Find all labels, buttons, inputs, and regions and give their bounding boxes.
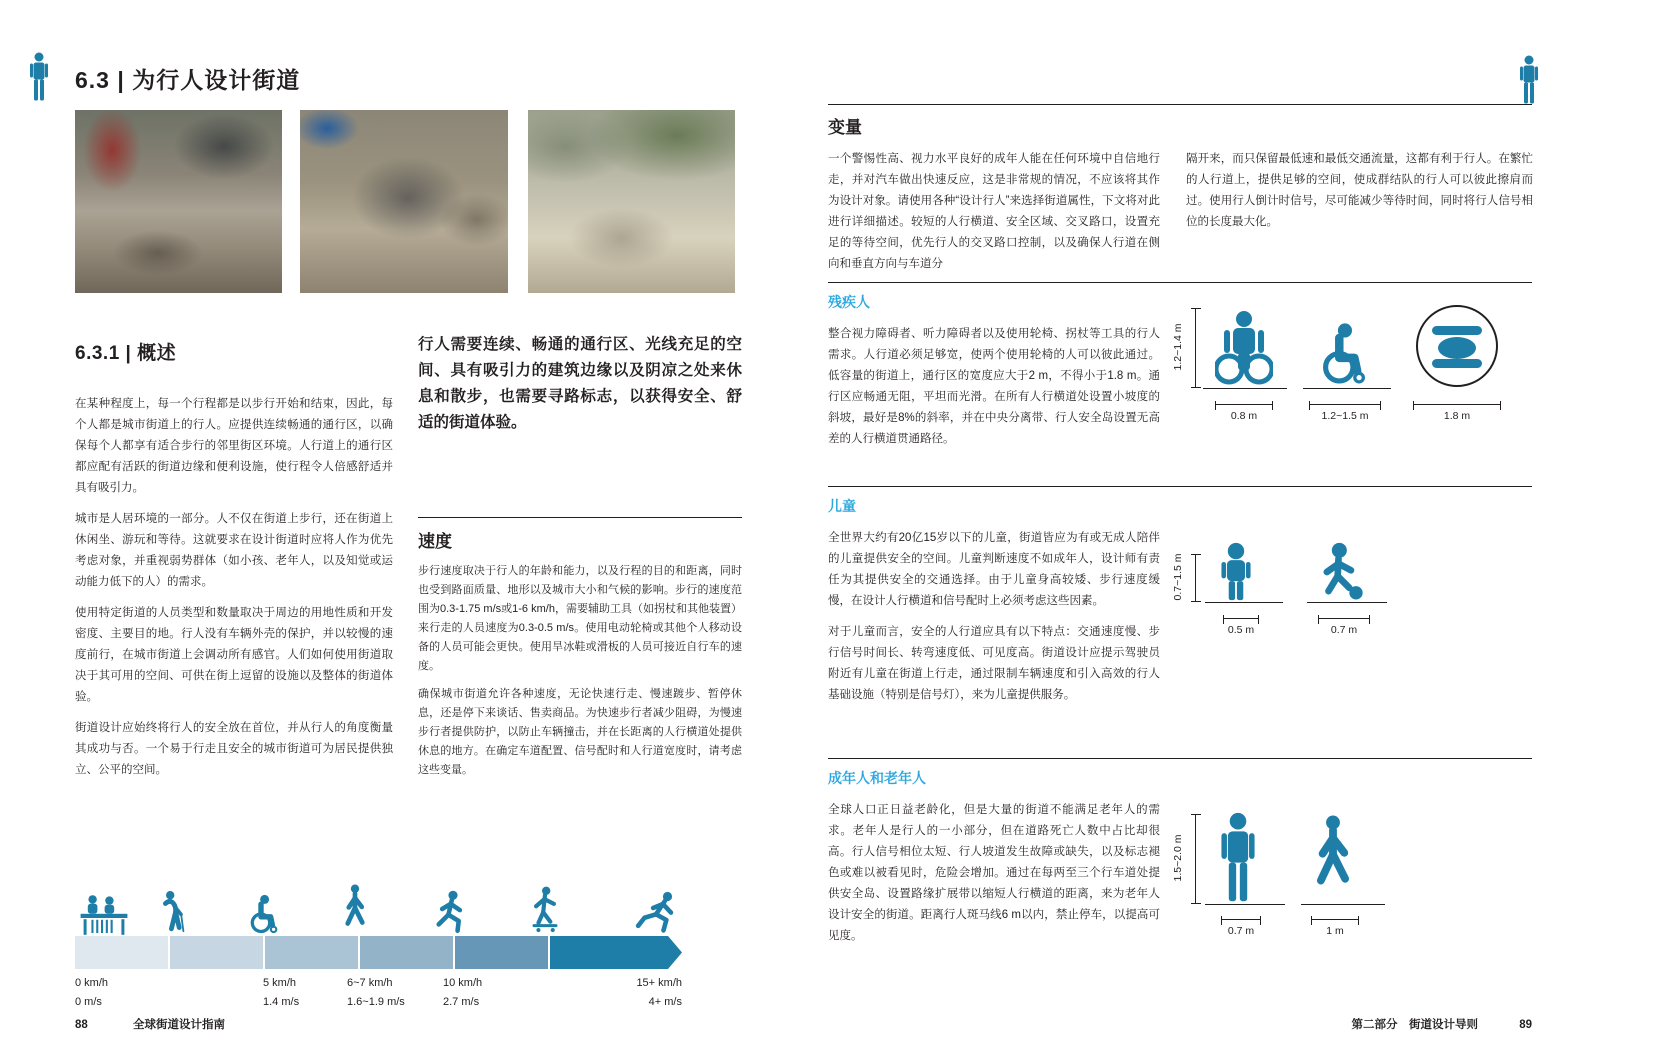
overview-paragraph: 在某种程度上，每一个行程都是以步行开始和结束，因此，每个人都是城市街道上的行人。应提供连续畅通的通行区，以确保每个人都享有适合步行的邻里街区环境。人行道上的通行区都应配有活跃的街道边缘和便利设施，使行程令人倍感舒适并具有吸引力。 bbox=[75, 398, 393, 494]
book-title: 全球街道设计指南 bbox=[133, 1019, 225, 1031]
disabled-figures bbox=[1172, 300, 1535, 430]
sitting-group-icon bbox=[77, 894, 131, 936]
children-paragraph: 全世界大约有20亿15岁以下的儿童，街道皆应为有或无成人陪伴的儿童提供安全的空间。儿童判断速度不如成年人，设计师有责任为其提供安全的交通选择。由于儿童身高较矮、步行速度缓慢，在设计人行横道和信号配时上必须考虑这些因素。 bbox=[828, 532, 1160, 607]
children-title: 儿童 bbox=[828, 498, 856, 514]
speed-label: 10 km/h 2.7 m/s bbox=[443, 977, 483, 1008]
variables-col2: 隔开来，而只保留最低速和最低交通流量，这都有利于行人。在繁忙的人行道上，提供足够的空间，使成群结队的行人可以彼此擦肩而过。使用行人倒计时信号，尽可能减少等待时间，同时将行人信号相位的长度最大化。 bbox=[1186, 153, 1533, 228]
adult-walking-icon bbox=[1307, 812, 1359, 904]
variables-title: 变量 bbox=[828, 118, 862, 137]
speed-label: 15+ km/h 4+ m/s bbox=[636, 977, 682, 1008]
overview-paragraph: 城市是人居环境的一部分。人不仅在街道上步行，还在街道上休闲坐、游玩和等待。这就要求在设计街道时应将人作为优先考虑对象，并重视弱势群体（如小孩、老年人，以及知觉或运动能力低下的人）的需求。 bbox=[75, 513, 393, 588]
photo-strollers-sidewalk bbox=[300, 110, 508, 293]
overview-title: 6.3.1 | 概述 bbox=[75, 343, 177, 364]
adults-rule bbox=[828, 758, 1532, 759]
intro-highlight: 行人需要连续、畅通的通行区、光线充足的空间、具有吸引力的建筑边缘以及阴凉之处来休息和散步，也需要寻路标志，以获得安全、舒适的街道体验。 bbox=[418, 336, 742, 431]
width-dimension: 1 m bbox=[1311, 919, 1359, 920]
speed-paragraph: 步行速度取决于行人的年龄和能力，以及行程的目的和距离，同时也受到路面质量、地形以及城市大小和气候的影响。步行的速度范围为0.3-1.75 m/s或1-6 km/h，需要辅助工具（如拐杖和其他装置）来行走的人员速度为0.3-0.5 m/s。使用电动轮椅或其他个人移动设备的人员可能会更快。使用旱冰鞋或滑板的人员可接近自行车的速度。 bbox=[418, 565, 742, 672]
width-dimension: 1.8 m bbox=[1413, 404, 1501, 405]
adults-figures bbox=[1172, 798, 1535, 938]
section-label: 第二部分 街道设计导则 bbox=[1351, 1019, 1478, 1031]
ground-line bbox=[1205, 904, 1285, 905]
speed-bar-segment bbox=[265, 936, 358, 969]
page-number: 89 bbox=[1519, 1019, 1532, 1031]
height-dimension bbox=[1195, 554, 1196, 602]
speed-icons-row bbox=[75, 868, 695, 936]
speed-bar-segment bbox=[75, 936, 168, 969]
height-dimension-label: 0.7~1.5 m bbox=[1172, 553, 1184, 601]
photo-street-cafe-children bbox=[75, 110, 282, 293]
child-standing-icon bbox=[1217, 542, 1255, 602]
overview-paragraph: 街道设计应始终将行人的安全放在首位，并从行人的角度衡量其成功与否。一个易于行走且安全的城市街道可为居民提供独立、公平的空间。 bbox=[75, 722, 393, 776]
children-paragraph: 对于儿童而言，安全的人行道应具有以下特点：交通速度慢、步行信号时间长、转弯速度低、可见度高。街道设计应提示驾驶员附近有儿童在街道上行走，通过限制车辆速度和引入高效的行人基础设施（特别是信号灯），来为儿童提供服务。 bbox=[828, 626, 1160, 701]
wheelchair-side-icon bbox=[1311, 322, 1377, 388]
width-dimension: 0.8 m bbox=[1215, 404, 1273, 405]
page-number: 88 bbox=[75, 1019, 88, 1031]
ground-line bbox=[1203, 388, 1287, 389]
children-rule bbox=[828, 486, 1532, 487]
width-dimension: 1.2~1.5 m bbox=[1309, 404, 1381, 405]
overview-paragraph: 使用特定街道的人员类型和数量取决于周边的用地性质和开发密度、主要目的地。行人没有车辆外壳的保护，并以较慢的速度前行，在城市街道上会调动所有感官。人们如何使用街道取决于其可用的空间、可供在街上逗留的设施以及整体的街道体验。 bbox=[75, 607, 393, 703]
child-with-ball-icon bbox=[1315, 542, 1367, 602]
height-dimension bbox=[1195, 814, 1196, 904]
disabled-title: 残疾人 bbox=[828, 294, 870, 310]
speed-bar-segment bbox=[170, 936, 263, 969]
pedestrian-chapter-icon bbox=[1518, 55, 1540, 105]
width-dimension: 0.7 m bbox=[1221, 919, 1261, 920]
height-dimension bbox=[1195, 308, 1196, 388]
footer-left bbox=[75, 1016, 225, 1032]
height-dimension-label: 1.2~1.4 m bbox=[1172, 323, 1184, 371]
speed-text bbox=[418, 562, 742, 789]
photo-wheelchair-sidewalk bbox=[528, 110, 735, 293]
speed-label: 0 km/h 0 m/s bbox=[75, 977, 109, 1008]
wheelchair-user-icon bbox=[243, 894, 285, 936]
width-dimension: 0.5 m bbox=[1223, 618, 1259, 619]
wheelchair-front-icon bbox=[1215, 310, 1273, 388]
speed-bar-segment-arrow bbox=[550, 936, 682, 969]
ground-line bbox=[1301, 904, 1385, 905]
width-dimension: 0.7 m bbox=[1318, 618, 1370, 619]
ground-line bbox=[1205, 602, 1283, 603]
chapter-title: 6.3 | 为行人设计街道 bbox=[75, 67, 301, 93]
running-person-icon bbox=[429, 890, 469, 936]
overview-text bbox=[75, 394, 393, 791]
speed-label: 5 km/h 1.4 m/s bbox=[263, 977, 300, 1008]
children-figures bbox=[1172, 540, 1535, 640]
variables-col1: 一个警惕性高、视力水平良好的成年人能在任何环境中自信地行走，并对汽车做出快速反应，这是非常规的情况，不应该将其作为设计对象。请使用各种“设计行人”来选择街道属性，下文将对此进行详细描述。较短的人行横道、安全区域、交叉路口，设置充足的等待空间，优先行人的交叉路口控制，以及确保人行道在侧向和垂直方向与车道分 bbox=[828, 153, 1160, 270]
adults-title: 成年人和老年人 bbox=[828, 770, 926, 786]
cane-walker-icon bbox=[157, 888, 187, 936]
sprinter-icon bbox=[633, 888, 679, 936]
speed-paragraph: 确保城市街道允许各种速度，无论快速行走、慢速踱步、暂停休息，还是停下来谈话、售卖商品。为快速步行者减少阻碍，为慢速步行者提供防护，以防止车辆撞击，并在长距离的人行横道处提供休息的地方。在确定车道配置、信号配时和人行道宽度时，请考虑这些变量。 bbox=[418, 688, 742, 776]
variables-rule bbox=[828, 104, 1532, 105]
height-dimension-label: 1.5~2.0 m bbox=[1172, 834, 1184, 882]
speed-title: 速度 bbox=[418, 532, 452, 551]
walking-person-icon bbox=[339, 884, 371, 936]
speed-bar-segment bbox=[360, 936, 453, 969]
footer-right bbox=[828, 1016, 1532, 1032]
children-text bbox=[828, 528, 1160, 716]
adult-standing-icon bbox=[1217, 812, 1259, 904]
skateboarder-icon bbox=[527, 886, 563, 936]
ground-line bbox=[1307, 602, 1387, 603]
speed-rule bbox=[418, 517, 742, 518]
disabled-text: 整合视力障碍者、听力障碍者以及使用轮椅、拐杖等工具的行人需求。人行道必须足够宽，使两个使用轮椅的人可以彼此通过。低容量的街道上，通行区的宽度应大于2 m，不得小于1.8 m。通行区应畅通无阻，平坦而光滑。在所有人行横道处设置小坡度的斜坡，最好是8%的斜率，并在中央分离带、行人安全岛设置无高差的人行横道贯通路径。 bbox=[828, 328, 1160, 445]
wheelchair-turning-circle-icon bbox=[1415, 304, 1499, 388]
speed-bar-segment bbox=[455, 936, 548, 969]
pedestrian-chapter-icon bbox=[28, 52, 50, 102]
speed-label: 6~7 km/h 1.6~1.9 m/s bbox=[347, 977, 405, 1008]
disabled-rule bbox=[828, 282, 1532, 283]
adults-text: 全球人口正日益老龄化，但是大量的街道不能满足老年人的需求。老年人是行人的一小部分，但在道路死亡人数中占比却很高。行人信号相位太短、行人坡道发生故障或缺失，以及标志褪色或难以被看见时，危险会增加。通过在每两至三个行车道处提供安全岛、设置路缘扩展带以缩短人行横道的距离，来为老年人设计安全的街道。距离行人斑马线6 m以内，禁止停车，以提高可见度。 bbox=[828, 804, 1160, 942]
walking-speed-diagram bbox=[75, 868, 695, 1018]
ground-line bbox=[1303, 388, 1391, 389]
